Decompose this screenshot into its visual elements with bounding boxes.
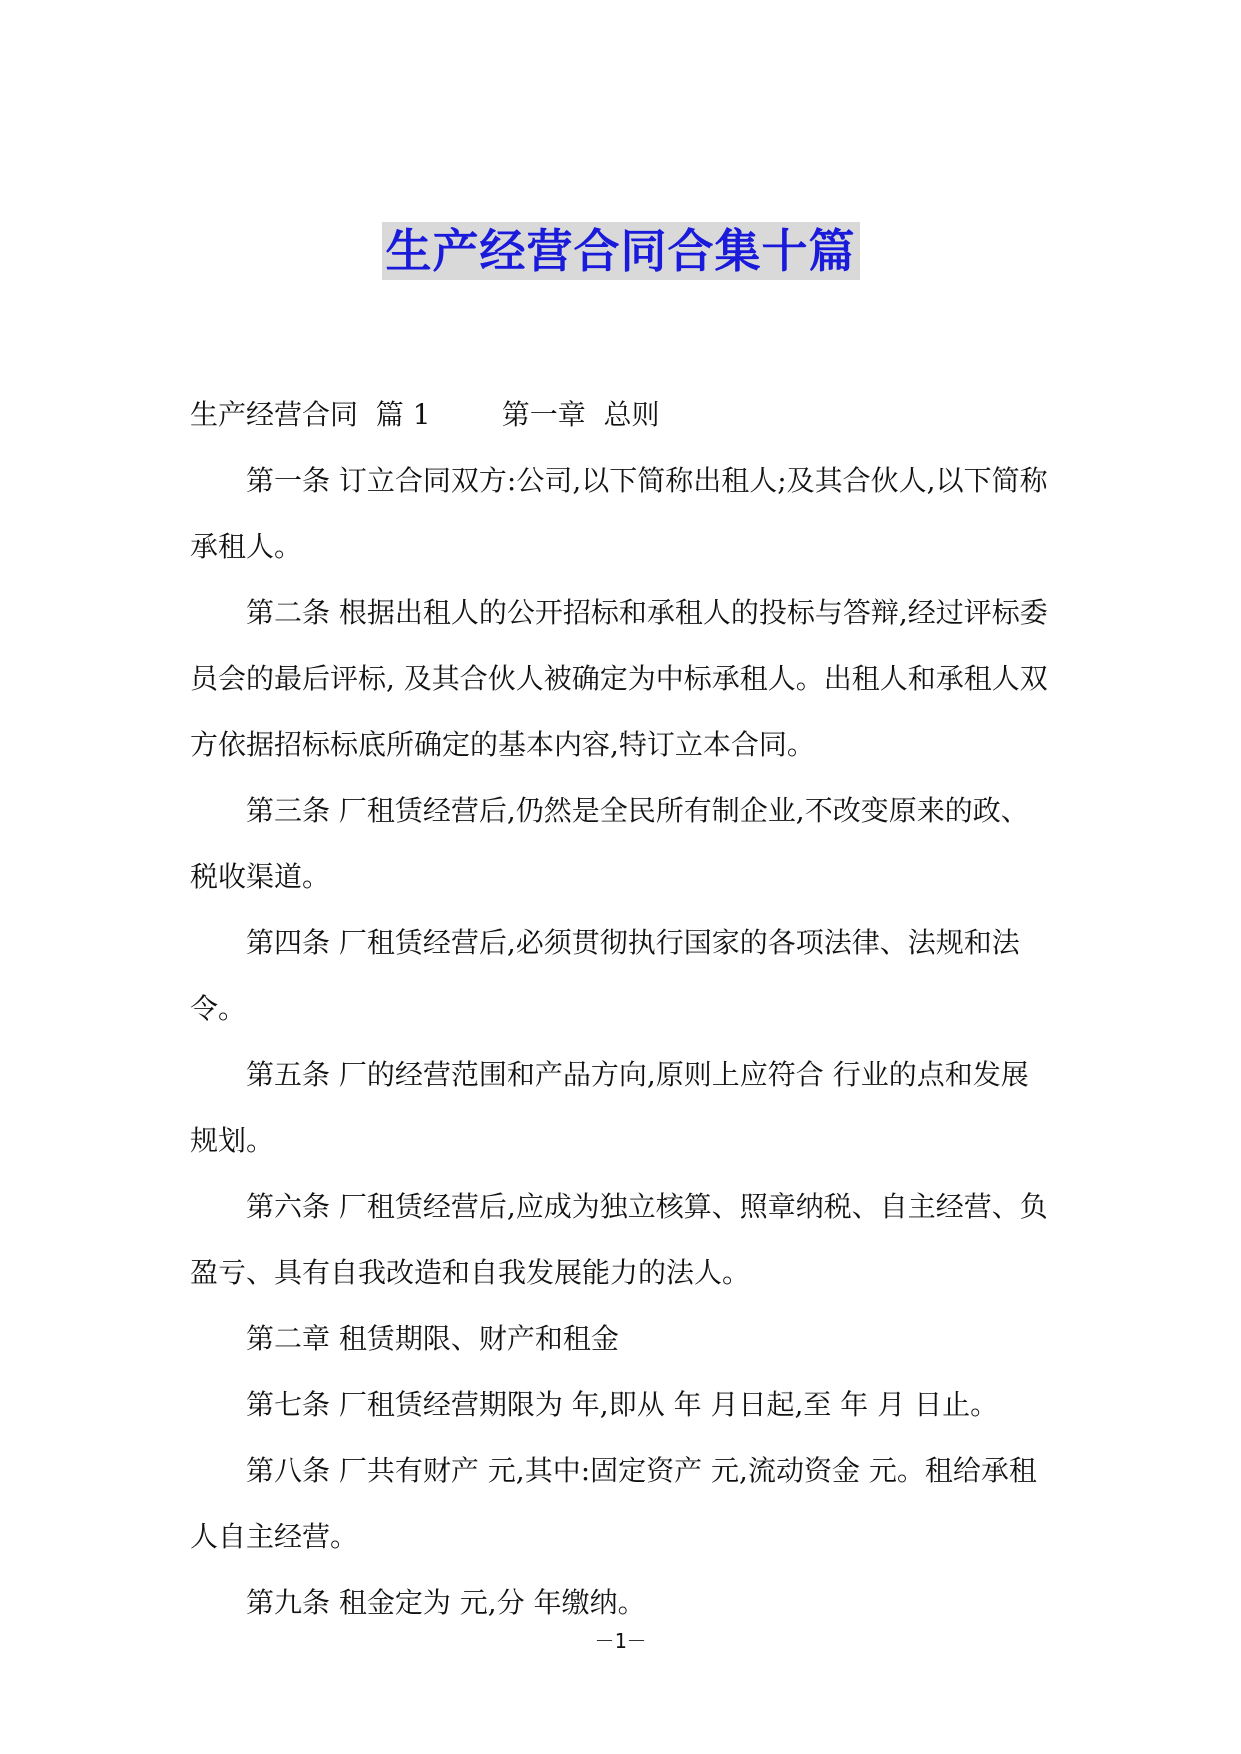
paragraph: 第四条 厂租赁经营后,必须贯彻执行国家的各项法律、法规和法令。 (190, 926, 1020, 1025)
section-label: 生产经营合同 篇 1 (190, 398, 431, 431)
paragraph: 第八条 厂共有财产 元,其中:固定资产 元,流动资金 元。租给承租人自主经营。 (190, 1454, 1037, 1553)
chapter-label: 第一章 总则 (501, 398, 660, 431)
page-number: －1－ (594, 1629, 647, 1653)
document-title: 生产经营合同合集十篇 (382, 222, 860, 280)
paragraph: 第七条 厂租赁经营期限为 年,即从 年 月日起,至 年 月 日止。 (246, 1388, 999, 1421)
paragraph: 第九条 租金定为 元,分 年缴纳。 (246, 1586, 646, 1619)
paragraph: 第二条 根据出租人的公开招标和承租人的投标与答辩,经过评标委员会的最后评标, 及其合伙人被确定为中标承租人。出租人和承租人双方依据招标标底所确定的基本内容,特订立本合同。 (190, 596, 1048, 761)
document-body (190, 382, 1056, 1636)
paragraph: 第六条 厂租赁经营后,应成为独立核算、照章纳税、自主经营、负盈亏、具有自我改造和自我发展能力的法人。 (190, 1190, 1048, 1289)
paragraph: 第三条 厂租赁经营后,仍然是全民所有制企业,不改变原来的政、税收渠道。 (190, 794, 1029, 893)
title-wrap (0, 222, 1241, 280)
paragraph: 第五条 厂的经营范围和产品方向,原则上应符合 行业的点和发展规划。 (190, 1058, 1029, 1157)
section-heading (190, 382, 1056, 448)
chapter-heading: 第二章 租赁期限、财产和租金 (246, 1322, 619, 1355)
paragraph: 第一条 订立合同双方:公司,以下简称出租人;及其合伙人,以下简称承租人。 (190, 464, 1048, 563)
